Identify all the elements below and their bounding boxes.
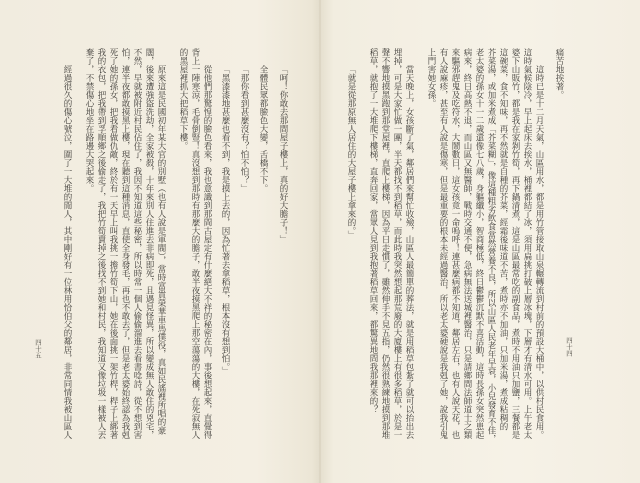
text-column: 這時已是十二月天氣，山區用水，都是用竹管接取山泉輾轉流到村前的預設大桶中，以供村民食用。 (534, 65, 544, 439)
text-column: 埋掉，可是大家忙做一團，半天都找不到稻草，而此時我突然想起那荒廢的大廈樓上有很多稻草，於是一 (392, 48, 402, 439)
text-column: 來驅邪趕鬼及吃符水，大鬧數日，這女孩竟一命嗚呼！連甚麼病都不知道，鄰居左右，也有人說天花，也 (450, 48, 460, 439)
text-column: 芥菜湯，或加米煮成「芥菜糊」，像這種粗劣飲食當然營養不良，所以山區人民老年早衰，小兒發育不佳， (486, 48, 496, 444)
text-column: 「呵！你敢去那間屋子樓上，真的好大膽子！」 (278, 65, 288, 244)
text-column: 闊，後來遭強盜洗劫，全家被殺，十年來別人住進去非病即死，且遇見怪異，所以變成無人敢住的兇宅， (144, 48, 154, 439)
text-column: 的黑屋裡抓大把稻草下樓。 (178, 48, 188, 150)
text-column: 「就是從那原無人居住的大屋子樓上拿來的。」 (346, 65, 356, 240)
text-column: 不然，早就被附近村民佔住了，我因不知道這些秘密，所以時常一個人偷偷溜進去看書唸詩，從不想到害 (132, 48, 142, 439)
text-column: 從他們那驚惶的臉色看來，我也意識到那間古屋定有什麼絕大不祥的秘密在內，事後想起來，直覺得 (202, 65, 212, 439)
text-column: 這時氣候陰冷，早上起床去挨水，桶裡都結了冰，須用扁挑打破上層冰塊，下層才有清水可用。上午老太 (522, 48, 532, 439)
page-number: 四十五 (34, 339, 42, 359)
text-column: 背上一陣寒涼，毛骨倒豎！真沒想到那時有那麼大的膽子，敢半夜摸黑爬上那空蕩蕩的大樓，在死寂無人 (190, 48, 200, 439)
text-column: 怕，連半夜都敢摸黑上樓，現在聽到這種消息，直使全身發毛，再也不敢去了，但是老太婆始終認為我剋 (120, 48, 130, 439)
text-column: 經過很久的傷心號泣，圍了一大堆的閒人，其中剛好有一位林用恰伯父的鄰居，非常同情我被山區人 (62, 65, 72, 439)
text-column: 全體民眾都臉色大變，舌橋不下。 (258, 65, 268, 193)
text-column: 原來這是民國初年某大官的別墅（也有人說是軍閥），當時富貴榮華車馬僕役，真如民謠裡所唱的豪 (156, 65, 166, 435)
text-column: 聲不響地摸黑跑到那堂屋裡，直爬上樓梯，因為平日走慣了，雖然伸手不見五指，仍然很熟練地摸到那堆 (380, 48, 390, 439)
text-column: 老太婆的孫女十一二歲還像七八歲，身軀纖小，智商極低，終日鬱鬱沉默不喜活動，這時長孫女突然患起 (474, 48, 484, 439)
text-column: 痛苦地挨著。 (554, 48, 564, 99)
text-column: 「那你看到甚麼沒有？怕不怕？」 (239, 65, 249, 193)
text-column: 棄了，不禁傷心地坐在路邊大哭起來。 (84, 48, 94, 193)
right-page (321, 0, 640, 483)
page-number: 四十四 (565, 337, 573, 357)
text-column: 「黑漆漆地甚麼也看不到，我是摸上去的，因為忙著去拿稻草，根本沒有想到怕。」 (220, 65, 230, 376)
text-column: 有人說麻疹，甚至有人說是傷寒，但是最重要的根本未經過醫治，所以老太婆硬說是我剋了她，說我引鬼 (438, 48, 448, 439)
text-column: 稻草，就抱了一大堆爬下樓梯，直奔回家，當眾人見到我抱著稻草回來，都驚異地問我那裡來的？ (368, 48, 378, 414)
text-column: 上門害她女孫。 (426, 48, 436, 108)
text-column: 病來，終日高熱不退，而山區又無醫師，戰時交通不便，急病無法送城裡醫治，只是請鄉間法師道士之類 (462, 48, 472, 439)
text-column: 死了她的孫女，把我看做仇敵，終於有一天早上叫我挑一擔竹筍下山，她在後面挑一架竹桿，桿子上綁著 (108, 48, 118, 439)
text-column: 這碗菜，食不知味，再不然就是自種的芥菜，經霜後味道不苦，煮時亦不加油，只加米湯，煮成粘稠的 (498, 48, 508, 431)
text-column: 我的衣包，把我帶到孚順鄉之後偷走了，我把竹筍賣掉之後找不到她和村民，我知道又像垃圾一樣被人丟 (96, 48, 106, 439)
text-column: 當天晚上，女孩斷了氣，鄰居們來幫忙收殮，山區人最簡單的葬法，就是用稻草包紮了就可以抬出去 (404, 65, 414, 439)
text-column: 婆下山販竹，都是我在家剝竹筍，再下鍋清煮，這是山區最常吃的副食品，煮時不用油只加鹽，三餐都是 (510, 48, 520, 439)
